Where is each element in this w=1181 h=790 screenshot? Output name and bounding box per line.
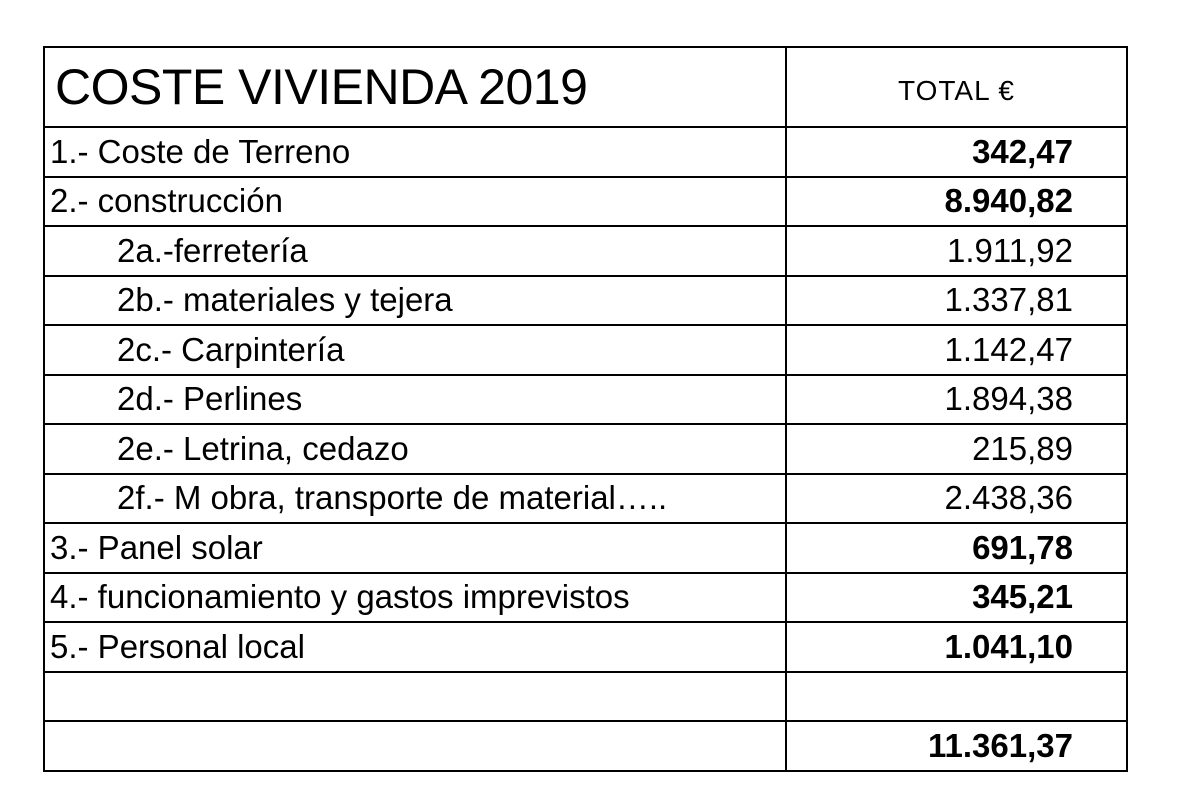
table-row xyxy=(44,127,1127,177)
table-row xyxy=(44,523,1127,573)
table-row xyxy=(44,375,1127,425)
concept-cell: 2f.- M obra, transporte de material….. xyxy=(44,474,786,524)
table-row xyxy=(44,474,1127,524)
concept-cell: 3.- Panel solar xyxy=(44,523,786,573)
amount-cell: 215,89 xyxy=(786,424,1127,474)
grand-total-label-cell xyxy=(44,721,786,771)
concept-cell: 1.- Coste de Terreno xyxy=(44,127,786,177)
concept-cell xyxy=(44,672,786,722)
amount-cell: 1.041,10 xyxy=(786,622,1127,672)
cost-table xyxy=(43,46,1128,772)
concept-cell: 2.- construcción xyxy=(44,177,786,227)
table-row xyxy=(44,226,1127,276)
table-row xyxy=(44,276,1127,326)
table-row xyxy=(44,325,1127,375)
amount-cell: 345,21 xyxy=(786,573,1127,623)
table-row xyxy=(44,424,1127,474)
empty-row xyxy=(44,672,1127,722)
grand-total-amount: 11.361,37 xyxy=(786,721,1127,771)
concept-cell: 4.- funcionamiento y gastos imprevistos xyxy=(44,573,786,623)
total-column-header: TOTAL € xyxy=(786,47,1127,127)
amount-cell: 1.142,47 xyxy=(786,325,1127,375)
amount-cell: 2.438,36 xyxy=(786,474,1127,524)
table-title: COSTE VIVIENDA 2019 xyxy=(44,47,786,127)
table-row xyxy=(44,622,1127,672)
amount-cell: 342,47 xyxy=(786,127,1127,177)
amount-cell: 1.337,81 xyxy=(786,276,1127,326)
amount-cell: 1.911,92 xyxy=(786,226,1127,276)
table-row xyxy=(44,177,1127,227)
concept-cell: 2e.- Letrina, cedazo xyxy=(44,424,786,474)
amount-cell: 1.894,38 xyxy=(786,375,1127,425)
table-row xyxy=(44,573,1127,623)
amount-cell: 691,78 xyxy=(786,523,1127,573)
concept-cell: 2a.-ferretería xyxy=(44,226,786,276)
table-header-row xyxy=(44,47,1127,127)
concept-cell: 5.- Personal local xyxy=(44,622,786,672)
amount-cell: 8.940,82 xyxy=(786,177,1127,227)
concept-cell: 2d.- Perlines xyxy=(44,375,786,425)
grand-total-row xyxy=(44,721,1127,771)
amount-cell xyxy=(786,672,1127,722)
concept-cell: 2b.- materiales y tejera xyxy=(44,276,786,326)
concept-cell: 2c.- Carpintería xyxy=(44,325,786,375)
